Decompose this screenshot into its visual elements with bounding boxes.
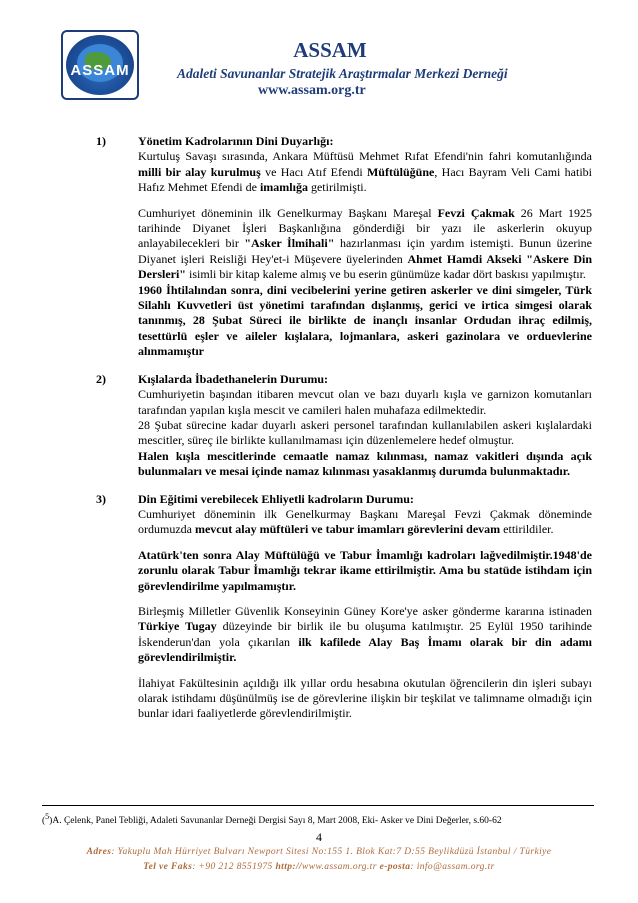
document-body xyxy=(96,134,592,722)
page-number: 4 xyxy=(316,830,322,844)
paragraph-bold: Halen kışla mescitlerinde cemaatle namaz kılınması, namaz vakitleri dışında açık bulunmaları ve mesai içinde namaz kılınması yasaklanmış durumda bulunmaktadır. xyxy=(138,448,592,479)
footer-contact: Tel ve Faks: +90 212 8551975 http://www.assam.org.tr e-posta: info@assam.org.tr xyxy=(143,862,495,872)
footnote: ($^5$)A. Çelenk, Panel Tebliği, Adaleti Savunanlar Derneği Dergisi Sayı 8, Mart 2008, Eki- Asker ve Dini Değerler, s.60-62 xyxy=(42,812,502,827)
section-2 xyxy=(96,372,592,480)
section-3 xyxy=(96,492,592,722)
section-number: 1) xyxy=(96,134,106,148)
paragraph: 28 Şubat sürecine kadar duyarlı askeri personel tarafından kullanılabilen askeri kışlalardaki mescitler, süreç ile birlikte kullanılmaması için düzenlemelere hedef olmuştur. xyxy=(138,417,592,448)
paragraph: Cumhuriyetin başından itibaren mevcut olan ve bazı duyarlı kışla ve garnizon komutanları tarafından yapılan kışla mescit ve camileri halen muhafaza edilmektedir. xyxy=(138,387,592,417)
header-website[interactable]: www.assam.org.tr xyxy=(258,83,366,98)
footer-address: Adres: Yakuplu Mah Hürriyet Bulvarı Newport Sitesi No:155 1. Blok Kat:7 D:55 Beylikdüzü İstanbul / Türkiye xyxy=(86,847,552,857)
section-heading: Kışlalarda İbadethanelerin Durumu: xyxy=(138,371,329,386)
section-heading: Yönetim Kadrolarının Dini Duyarlığı: xyxy=(138,134,334,148)
footnote-divider xyxy=(42,805,594,806)
paragraph: İlahiyat Fakültesinin açıldığı ilk yıllar ordu hesabına okutulan öğrencilerin din işleri subayı olarak istihdamı düşünülmüş ise de görevlerine ilişkin bir teşkilat ve talimname olmadığı için bunlar idari faaliyetlerde görevlendirilmiştir. xyxy=(138,675,592,721)
paragraph: Kurtuluş Savaşı sırasında, Ankara Müftüsü Mehmet Rıfat Efendi'nin fahri komutanlığında milli bir alay kurulmuş ve Hacı Atıf Efendi Müftülüğüne, Hacı Bayram Veli Cami hatibi Hafız Mehmet Efendi de imamlığa getirilmişti. xyxy=(138,149,593,195)
header-subtitle: Adaleti Savunanlar Stratejik Araştırmalar Merkezi Derneği xyxy=(177,66,508,81)
logo-wordmark: ASSAM xyxy=(70,62,130,79)
paragraph-bold: 1960 İhtilalından sonra, dini vecibelerini yerine getiren askerler ve dini simgeler, Türk Silahlı Kuvvetleri üst yönetimi tarafından dışlanmış, gerici ve irtica simgesi olarak tanınmış, 28 Şubat Süreci ile birlikte de inançlı insanlar Ordudan ihraç edilmiş, tesettürlü eşler ve aileler kışlalara, lojmanlara, askeri gazinolara ve orduevlerine alınmamıştır xyxy=(138,282,592,359)
paragraph: Cumhuriyet döneminin ilk Genelkurmay Başkanı Mareşal Fevzi Çakmak döneminde ordumuzda mevcut alay müftüleri ve tabur imamları görevlerini devam ettirildiler. xyxy=(138,506,592,537)
paragraph-bold: Atatürk'ten sonra Alay Müftülüğü ve Tabur İmamlığı kadroları lağvedilmiştir.1948'de zorunlu olarak Tabur İmamlığı tekrar ikame ettirilmiştir. Ama bu statüde istihdam için görevlendirilme yapılmamıştır. xyxy=(138,547,592,593)
header-title: ASSAM xyxy=(293,38,367,62)
section-1 xyxy=(96,134,592,360)
section-heading: Din Eğitimi verebilecek Ehliyetli kadroların Durumu: xyxy=(138,491,414,506)
paragraph: Cumhuriyet döneminin ilk Genelkurmay Başkanı Mareşal Fevzi Çakmak 26 Mart 1925 tarihinde Diyanet İşleri Başkanlığına gönderdiği bir yazı ile askerlerin okuyup anlayabilecekleri bir "Asker İlmihali" hazırlanması için yardım istemişti. Bunun üzerine Diyanet işleri Reisliği Hey'et-i Müşevere üyelerinden Ahmet Hamdi Akseki "Askere Din Dersleri" isimli bir kitap kaleme almış ve bu eserin günümüze kadar dört baskısı yapılmıştır. xyxy=(138,205,592,282)
footer-email-link[interactable]: : info@assam.org.tr xyxy=(410,862,495,872)
paragraph: Birleşmiş Milletler Güvenlik Konseyinin Güney Kore'ye asker gönderme kararına istinaden Türkiye Tugay düzeyinde bir birlik ile bu oluşuma katılmıştır. 25 Eylül 1950 tarihinde İskenderun'dan yola çıkarılan ilk kafilede Alay Baş İmamı olarak bir din adamı görevlendirilmiştir. xyxy=(138,603,592,665)
section-number: 3) xyxy=(96,491,106,506)
footer-website-link[interactable]: www.assam.org.tr xyxy=(302,862,380,872)
section-number: 2) xyxy=(96,371,106,386)
